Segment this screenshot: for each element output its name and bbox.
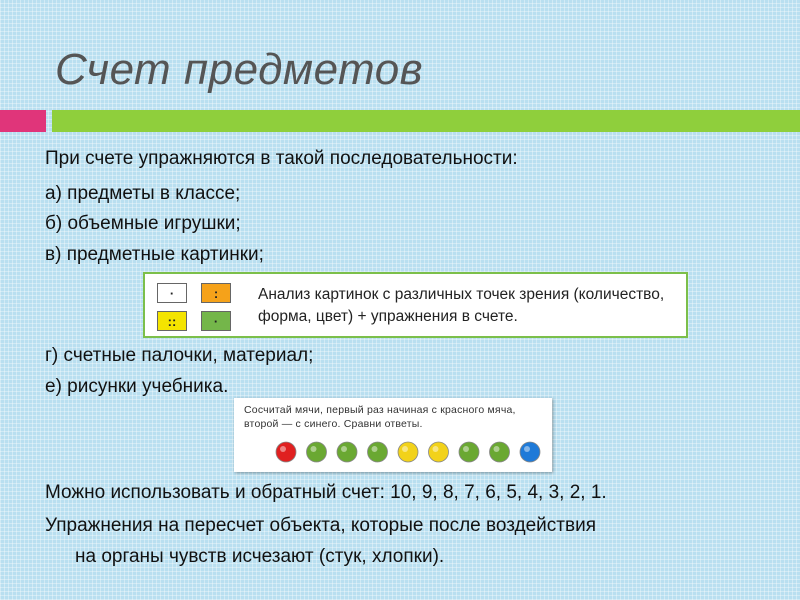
balls-row (234, 398, 552, 472)
item-e: е) рисунки учебника. (45, 376, 229, 397)
ball (368, 442, 388, 462)
textbook-task-text: Сосчитай мячи, первый раз начиная с красного мяча, второй — с синего. Сравни ответы. (244, 404, 516, 430)
dot-card: : (201, 283, 231, 303)
ball-highlight (280, 446, 286, 452)
ball-highlight (524, 446, 530, 452)
analysis-text: Анализ картинок с различных точек зрения (количество, форма, цвет) + упражнения в счете. (258, 286, 665, 325)
ball-highlight (463, 446, 469, 452)
ball-highlight (341, 446, 347, 452)
ball (276, 442, 296, 462)
item-b: б) объемные игрушки; (45, 213, 241, 234)
ball-highlight (402, 446, 408, 452)
reverse-count-line: Можно использовать и обратный счет: 10, 9, 8, 7, 6, 5, 4, 3, 2, 1. (45, 482, 607, 503)
analysis-box (143, 272, 688, 338)
item-g: г) счетные палочки, материал; (45, 345, 314, 366)
intro-line: При счете упражняются в такой последовательности: (45, 148, 518, 169)
ball-highlight (311, 446, 317, 452)
dot-card: :: (157, 311, 187, 331)
item-v: в) предметные картинки; (45, 244, 264, 265)
ball (429, 442, 449, 462)
ball-highlight (494, 446, 500, 452)
exercises-line-2: на органы чувств исчезают (стук, хлопки). (75, 546, 445, 567)
ball (490, 442, 510, 462)
ball (398, 442, 418, 462)
accent-bar-green (52, 110, 800, 132)
ball (337, 442, 357, 462)
slide-title: Счет предметов (55, 45, 424, 94)
ball (307, 442, 327, 462)
accent-bar-pink (0, 110, 46, 132)
ball (520, 442, 540, 462)
ball (459, 442, 479, 462)
dot-card: · (201, 311, 231, 331)
textbook-illustration (234, 398, 552, 472)
ball-highlight (433, 446, 439, 452)
ball-highlight (372, 446, 378, 452)
dot-card: · (157, 283, 187, 303)
exercises-line-1: Упражнения на пересчет объекта, которые после воздействия (45, 515, 596, 536)
item-a: а) предметы в классе; (45, 183, 241, 204)
